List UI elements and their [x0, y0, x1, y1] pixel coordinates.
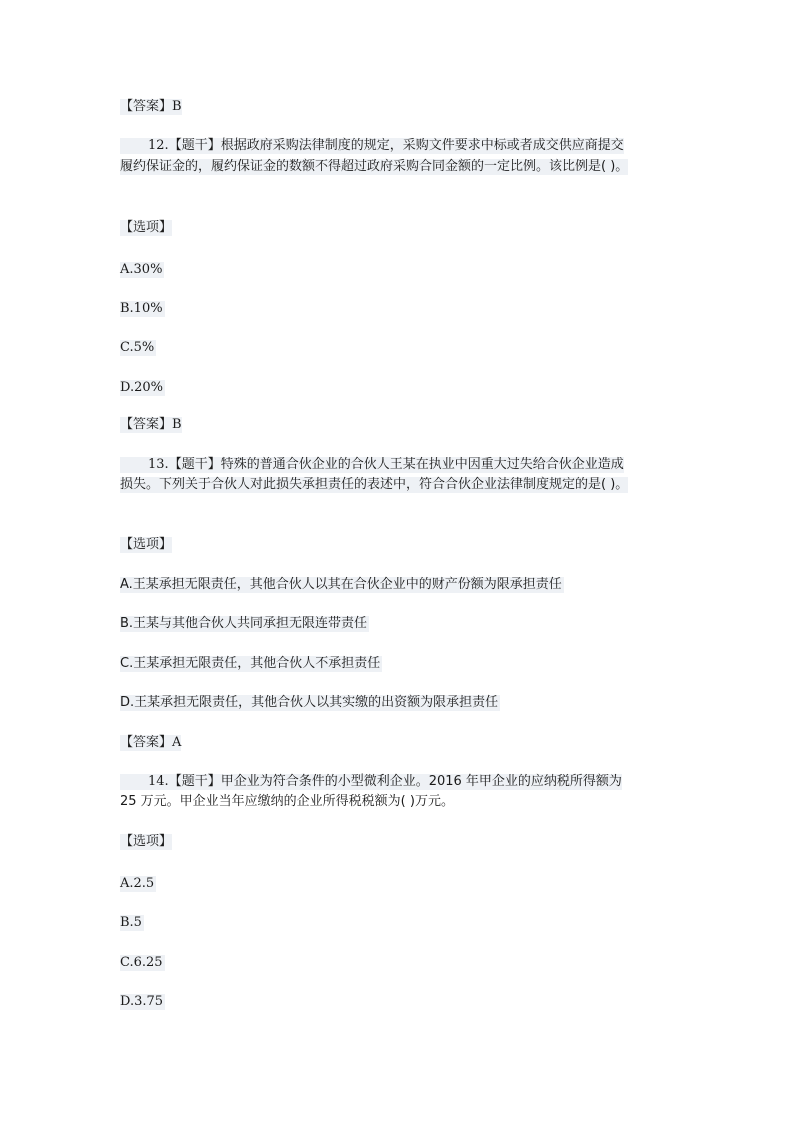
option-a: A.王某承担无限责任，其他合伙人以其在合伙企业中的财产份额为限承担责任 — [120, 577, 562, 592]
stem-label: 【题干】 — [168, 138, 221, 153]
question-12-stem-line1 — [120, 138, 624, 154]
option-b: B.王某与其他合伙人共同承担无限连带责任 — [120, 616, 368, 631]
question-number: 12. — [148, 138, 169, 153]
question-14-stem-line2: 25 万元。甲企业当年应缴纳的企业所得税税额为( )万元。 — [120, 794, 454, 809]
answer-line — [120, 735, 181, 751]
question-number: 14. — [148, 774, 169, 789]
stem-label: 【题干】 — [168, 457, 221, 472]
answer-line — [120, 417, 182, 433]
option-b: B.5 — [120, 915, 142, 930]
question-12-stem-line2: 履约保证金的，履约保证金的数额不得超过政府采购合同金额的一定比例。该比例是( )。 — [120, 159, 629, 174]
stem-text: 甲企业为符合条件的小型微利企业。2016 年甲企业的应纳税所得额为 — [220, 774, 622, 789]
stem-label: 【题干】 — [168, 774, 221, 789]
question-13-stem-line1 — [120, 457, 624, 473]
option-c: C.王某承担无限责任，其他合伙人不承担责任 — [120, 656, 381, 671]
answer-label: 【答案】 — [120, 99, 173, 114]
answer-label: 【答案】 — [120, 417, 173, 432]
option-a: A.30% — [120, 262, 163, 277]
option-d: D.3.75 — [120, 994, 164, 1009]
answer-value: A — [172, 735, 182, 750]
answer-value: B — [172, 417, 182, 432]
answer-label: 【答案】 — [120, 735, 173, 750]
option-a: A.2.5 — [120, 876, 155, 891]
options-label: 【选项】 — [120, 220, 173, 235]
stem-text: 特殊的普通合伙企业的合伙人王某在执业中因重大过失给合伙企业造成 — [220, 457, 624, 472]
option-c: C.5% — [120, 340, 155, 355]
question-number: 13. — [148, 457, 169, 472]
question-14-stem-line1 — [120, 774, 622, 790]
option-d: D.王某承担无限责任，其他合伙人以其实缴的出资额为限承担责任 — [120, 695, 499, 710]
option-d: D.20% — [120, 380, 163, 395]
options-label: 【选项】 — [120, 537, 173, 552]
question-13-stem-line2: 损失。下列关于合伙人对此损失承担责任的表述中，符合合伙企业法律制度规定的是( )。 — [120, 477, 629, 492]
options-label: 【选项】 — [120, 834, 173, 849]
answer-line — [120, 99, 182, 115]
option-b: B.10% — [120, 301, 163, 316]
option-c: C.6.25 — [120, 955, 163, 970]
stem-text: 根据政府采购法律制度的规定，采购文件要求中标或者成交供应商提交 — [220, 138, 624, 153]
answer-value: B — [172, 99, 182, 114]
